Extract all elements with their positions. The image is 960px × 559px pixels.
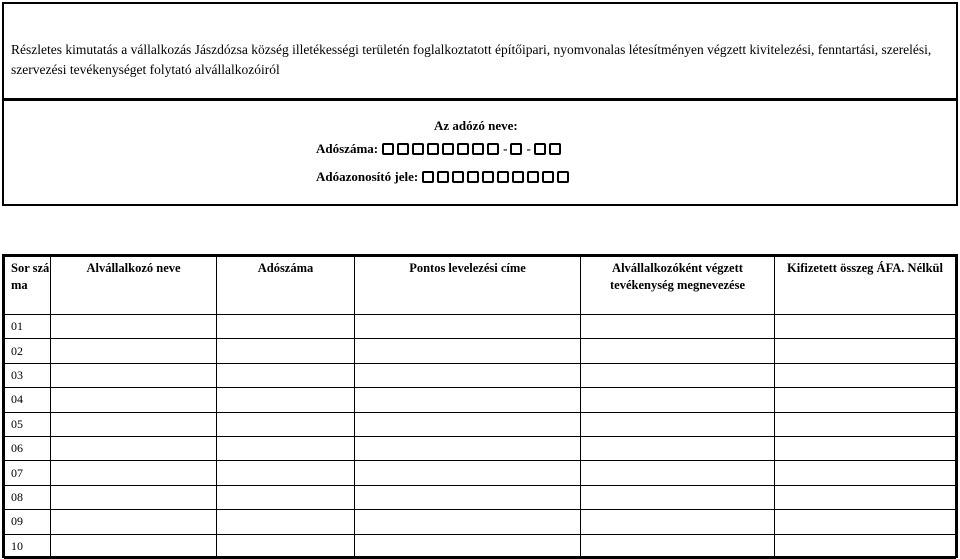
cell-col-activity[interactable] [581, 339, 775, 363]
cell-col-activity[interactable] [581, 412, 775, 436]
taxnumber-digit-box[interactable] [457, 143, 469, 155]
cell-col-taxnum[interactable] [217, 485, 355, 509]
cell-col-amount[interactable] [775, 315, 956, 339]
taxnumber-digit-box[interactable] [510, 143, 522, 155]
cell-col-taxnum[interactable] [217, 363, 355, 387]
taxid-digit-box[interactable] [512, 171, 524, 183]
taxnumber-digit-box[interactable] [412, 143, 424, 155]
cell-col-amount[interactable] [775, 534, 956, 558]
cell-col-activity[interactable] [581, 388, 775, 412]
cell-col-taxnum[interactable] [217, 339, 355, 363]
cell-col-activity[interactable] [581, 436, 775, 460]
taxnumber-digit-box[interactable] [397, 143, 409, 155]
header-col-amount: Kifizetett összeg ÁFA. Nélkül [775, 257, 956, 315]
taxid-label: Adóazonosító jele: [316, 169, 419, 184]
taxnumber-digit-box[interactable] [427, 143, 439, 155]
taxnumber-row [316, 141, 564, 157]
header-col-taxnum: Adószáma [217, 257, 355, 315]
cell-col-address[interactable] [355, 461, 581, 485]
cell-col-name[interactable] [51, 363, 217, 387]
cell-col-amount[interactable] [775, 412, 956, 436]
table-row [5, 363, 956, 387]
row-number: 01 [5, 315, 51, 339]
cell-col-name[interactable] [51, 461, 217, 485]
cell-col-taxnum[interactable] [217, 315, 355, 339]
cell-col-amount[interactable] [775, 485, 956, 509]
taxnumber-digit-box[interactable] [549, 143, 561, 155]
table-row [5, 510, 956, 534]
taxid-digit-box[interactable] [422, 171, 434, 183]
table-row [5, 412, 956, 436]
row-number: 03 [5, 363, 51, 387]
subcontractor-table-box [2, 254, 958, 558]
taxid-digit-box[interactable] [542, 171, 554, 183]
table-header-row [5, 257, 956, 315]
row-number: 02 [5, 339, 51, 363]
taxnumber-boxes[interactable] [382, 141, 564, 157]
form-title-box [2, 2, 958, 100]
cell-col-address[interactable] [355, 510, 581, 534]
header-col-name: Alvállalkozó neve [51, 257, 217, 315]
table-row [5, 485, 956, 509]
cell-col-address[interactable] [355, 315, 581, 339]
cell-col-taxnum[interactable] [217, 388, 355, 412]
taxpayer-name-label: Az adózó neve: [434, 118, 518, 133]
cell-col-amount[interactable] [775, 388, 956, 412]
cell-col-address[interactable] [355, 485, 581, 509]
cell-col-taxnum[interactable] [217, 510, 355, 534]
cell-col-activity[interactable] [581, 485, 775, 509]
row-number: 07 [5, 461, 51, 485]
row-number: 09 [5, 510, 51, 534]
taxid-digit-box[interactable] [482, 171, 494, 183]
row-number: 06 [5, 436, 51, 460]
taxnumber-digit-box[interactable] [534, 143, 546, 155]
taxid-digit-box[interactable] [497, 171, 509, 183]
cell-col-name[interactable] [51, 436, 217, 460]
taxnumber-label: Adószáma: [316, 141, 379, 156]
cell-col-name[interactable] [51, 412, 217, 436]
taxid-row [316, 169, 572, 185]
cell-col-name[interactable] [51, 315, 217, 339]
cell-col-activity[interactable] [581, 534, 775, 558]
taxid-boxes[interactable] [422, 171, 572, 183]
table-row [5, 461, 956, 485]
cell-col-activity[interactable] [581, 510, 775, 534]
cell-col-address[interactable] [355, 363, 581, 387]
form-title: Részletes kimutatás a vállalkozás Jászdózsa község illetékességi területén foglalkoztatott építőipari, nyomvonalas létesítményen végzett kivitelezési, fenntartási, szerelési, szervezési tevékenységet folytató alvállalkozóiról [11, 42, 932, 77]
cell-col-address[interactable] [355, 388, 581, 412]
row-number: 04 [5, 388, 51, 412]
subcontractor-table [4, 256, 956, 559]
taxid-digit-box[interactable] [557, 171, 569, 183]
taxnumber-separator: - [503, 141, 508, 156]
cell-col-name[interactable] [51, 485, 217, 509]
cell-col-taxnum[interactable] [217, 412, 355, 436]
taxid-digit-box[interactable] [527, 171, 539, 183]
taxnumber-digit-box[interactable] [487, 143, 499, 155]
table-row [5, 534, 956, 558]
header-col-sor: Sor szá ma [5, 257, 51, 315]
cell-col-activity[interactable] [581, 461, 775, 485]
row-number: 10 [5, 534, 51, 558]
header-col-address: Pontos levelezési címe [355, 257, 581, 315]
table-body [5, 315, 956, 559]
cell-col-amount[interactable] [775, 436, 956, 460]
taxpayer-box [2, 99, 958, 206]
cell-col-name[interactable] [51, 339, 217, 363]
cell-col-taxnum[interactable] [217, 461, 355, 485]
cell-col-activity[interactable] [581, 363, 775, 387]
cell-col-amount[interactable] [775, 339, 956, 363]
cell-col-address[interactable] [355, 436, 581, 460]
cell-col-address[interactable] [355, 534, 581, 558]
cell-col-name[interactable] [51, 534, 217, 558]
taxnumber-digit-box[interactable] [382, 143, 394, 155]
cell-col-amount[interactable] [775, 363, 956, 387]
taxnumber-digit-box[interactable] [442, 143, 454, 155]
cell-col-amount[interactable] [775, 510, 956, 534]
header-col-activity: Alvállalkozóként végzett tevékenység megnevezése [581, 257, 775, 315]
taxnumber-digit-box[interactable] [472, 143, 484, 155]
taxnumber-separator: - [526, 141, 531, 156]
cell-col-taxnum[interactable] [217, 534, 355, 558]
cell-col-name[interactable] [51, 510, 217, 534]
row-number: 08 [5, 485, 51, 509]
table-row [5, 436, 956, 460]
table-row [5, 315, 956, 339]
taxid-digit-box[interactable] [467, 171, 479, 183]
cell-col-address[interactable] [355, 412, 581, 436]
cell-col-name[interactable] [51, 388, 217, 412]
taxid-digit-box[interactable] [452, 171, 464, 183]
cell-col-amount[interactable] [775, 461, 956, 485]
row-number: 05 [5, 412, 51, 436]
cell-col-activity[interactable] [581, 315, 775, 339]
cell-col-address[interactable] [355, 339, 581, 363]
cell-col-taxnum[interactable] [217, 436, 355, 460]
taxid-digit-box[interactable] [437, 171, 449, 183]
table-row [5, 388, 956, 412]
table-row [5, 339, 956, 363]
